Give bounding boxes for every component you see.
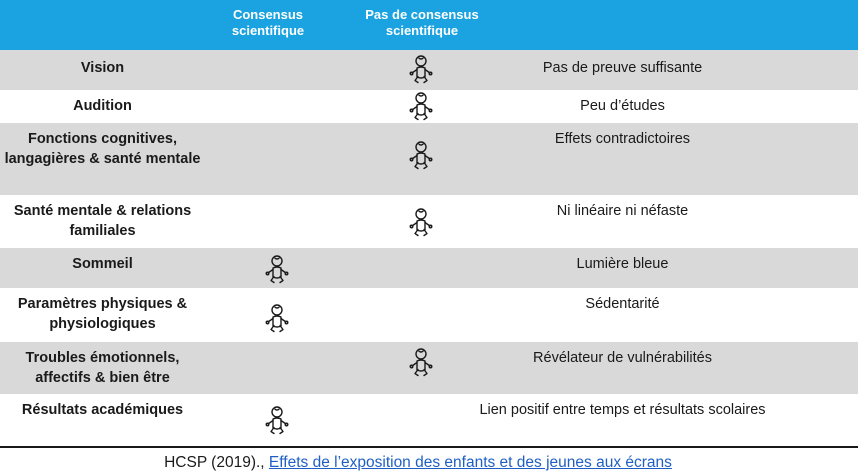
baby-icon xyxy=(265,406,289,436)
citation-prefix: HCSP (2019)., xyxy=(164,454,265,471)
table-row xyxy=(0,394,858,446)
citation xyxy=(0,453,836,473)
row-label: Paramètres physiques & physiologiques xyxy=(17,296,188,332)
row-note: Lien positif entre temps et résultats scolaires xyxy=(479,402,766,418)
row-label: Fonctions cognitives, langagières & santé mentale xyxy=(4,131,201,167)
row-label: Sommeil xyxy=(72,256,133,272)
citation-link[interactable]: Effets de l’exposition des enfants et des jeunes aux écrans xyxy=(268,454,672,471)
row-note: Effets contradictoires xyxy=(554,131,691,147)
baby-icon xyxy=(409,55,433,85)
table-bottom-rule xyxy=(0,446,858,448)
row-note: Ni linéaire ni néfaste xyxy=(556,203,689,219)
table-row xyxy=(0,195,858,248)
row-label: Vision xyxy=(80,60,125,76)
row-label: Audition xyxy=(73,98,132,114)
baby-icon xyxy=(265,255,289,285)
header-consensus: Consensus scientifique xyxy=(231,7,305,38)
row-note: Sédentarité xyxy=(585,296,660,312)
row-label: Santé mentale & relations familiales xyxy=(13,203,192,239)
table-row xyxy=(0,288,858,342)
row-note: Peu d’études xyxy=(580,98,665,114)
baby-icon xyxy=(409,141,433,171)
baby-icon xyxy=(409,92,433,122)
row-note: Pas de preuve suffisante xyxy=(542,60,703,76)
row-note: Révélateur de vulnérabilités xyxy=(533,350,712,366)
table-row xyxy=(0,50,858,90)
header-no-consensus: Pas de consensus scientifique xyxy=(365,7,479,38)
table-header xyxy=(0,0,858,50)
table-row xyxy=(0,248,858,288)
row-label: Résultats académiques xyxy=(21,402,184,418)
baby-icon xyxy=(409,208,433,238)
table-body xyxy=(0,50,858,446)
row-label: Troubles émotionnels, affectifs & bien être xyxy=(25,350,180,386)
table-row xyxy=(0,90,858,123)
row-note: Lumière bleue xyxy=(576,256,669,272)
baby-icon xyxy=(409,348,433,378)
table-row xyxy=(0,342,858,394)
baby-icon xyxy=(265,304,289,334)
table-row xyxy=(0,123,858,195)
